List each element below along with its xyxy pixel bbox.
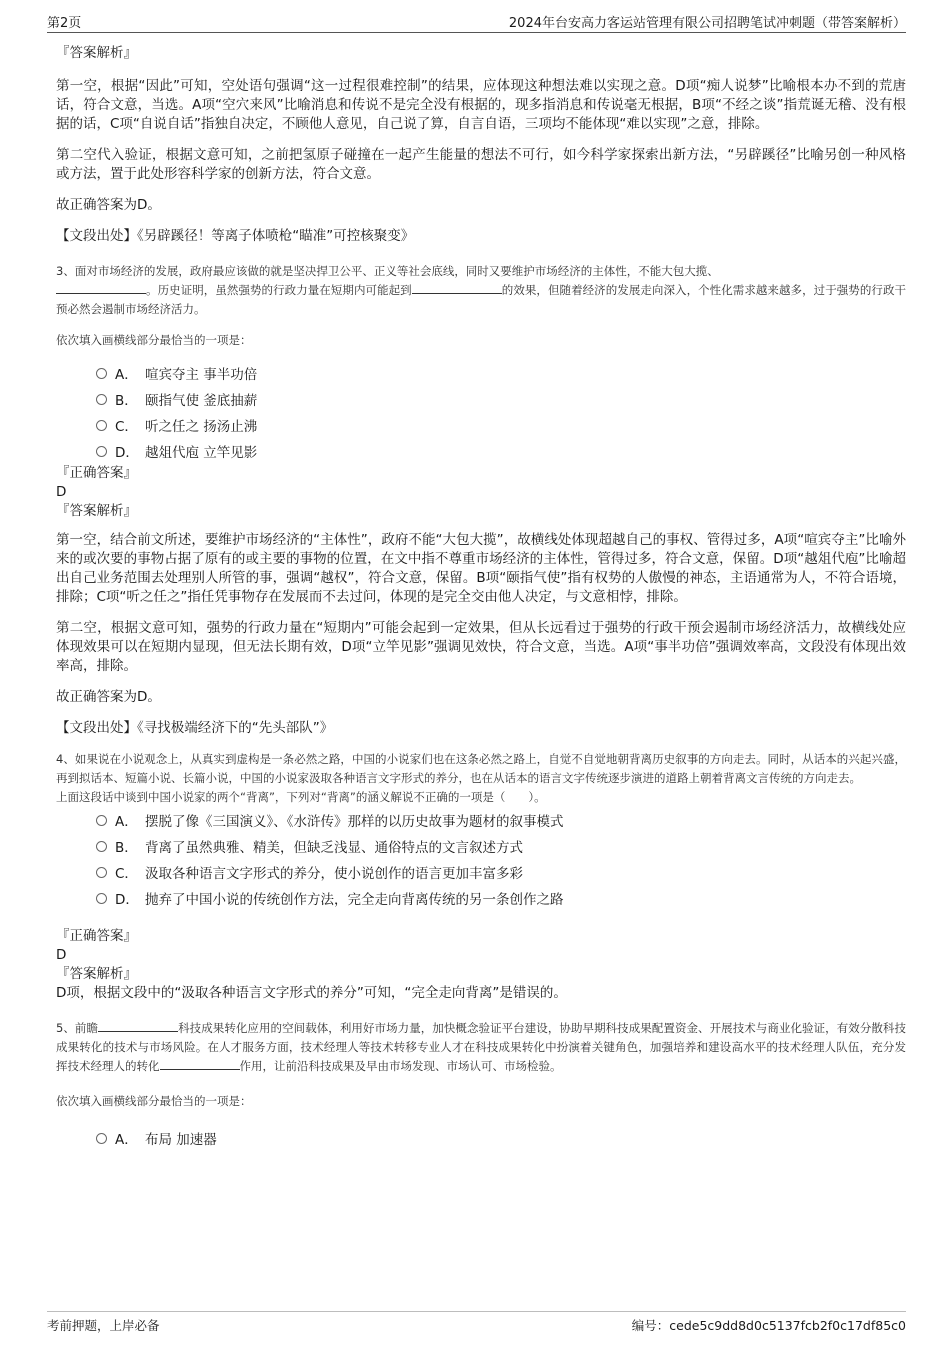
option-a[interactable]: A． 喧宾夺主 事半功倍 [96,360,906,386]
analysis-tag: 『答案解析』 [56,45,137,61]
fill-blank [56,281,146,294]
fill-blank [98,1019,178,1032]
page-footer [47,1311,906,1337]
question-prompt: 依次填入画横线部分最恰当的一项是： [56,333,252,347]
radio-icon[interactable] [96,815,107,826]
answer-conclusion: 故正确答案为D。 [56,197,161,213]
analysis-paragraph: D项，根据文段中的“汲取各种语言文字形式的养分”可知，“完全走向背离”是错误的。 [56,985,567,1001]
page-header [47,12,906,33]
page-content [56,44,906,1151]
fill-blank [160,1057,240,1070]
footer-slogan: 考前押题，上岸必备 [47,1318,160,1333]
fill-blank [412,281,502,294]
options-list [96,807,906,911]
question-prompt: 依次填入画横线部分最恰当的一项是： [56,1094,252,1108]
correct-answer-tag: 『正确答案』 [56,928,137,944]
radio-icon[interactable] [96,841,107,852]
option-c[interactable]: C． 汲取各种语言文字形式的养分，使小说创作的语言更加丰富多彩 [96,859,906,885]
radio-icon[interactable] [96,420,107,431]
analysis-paragraph: 第一空，根据“因此”可知，空处语句强调“这一过程很难控制”的结果，应体现这种想法难以实现之意。D项“痴人说梦”比喻根本办不到的荒唐话，符合文意，当选。A项“空穴来风”比喻消息和传说不是完全没有根据的，现多指消息和传说毫无根据，B项“不经之谈”指荒诞无稽、没有根据的话，C项“自说自话”指独自决定，不顾他人意见，自己说了算，自言自语，三项均不能体现“难以实现”之意，排除。 [56,78,906,132]
analysis-tag: 『答案解析』 [56,966,137,982]
option-a[interactable]: A． 布局 加速器 [96,1125,906,1151]
option-c[interactable]: C． 听之任之 扬汤止沸 [96,412,906,438]
options-list [96,1125,906,1151]
option-d[interactable]: D． 越俎代庖 立竿见影 [96,438,906,464]
option-b[interactable]: B． 背离了虽然典雅、精美，但缺乏浅显、通俗特点的文言叙述方式 [96,833,906,859]
radio-icon[interactable] [96,394,107,405]
radio-icon[interactable] [96,867,107,878]
correct-answer: D [56,484,67,500]
document-code: 编号：cede5c9dd8d0c5137fcb2f0c17df85c0 [631,1318,906,1333]
answer-conclusion: 故正确答案为D。 [56,689,161,705]
source-citation: 【文段出处】《寻找极端经济下的“先头部队”》 [56,720,334,736]
option-d[interactable]: D． 抛弃了中国小说的传统创作方法，完全走向背离传统的另一条创作之路 [96,885,906,911]
analysis-paragraph: 第一空，结合前文所述，要维护市场经济的“主体性”，政府不能“大包大揽”，故横线处体现超越自己的事权、管得过多，A项“喧宾夺主”比喻外来的或次要的事物占据了原有的或主要的事物的位置，在文中指不尊重市场经济的主体性，管得过多，符合文意，保留。D项“越俎代庖”比喻超出自己业务范围去处理别人所管的事，强调“越权”，符合文意，保留。B项“颐指气使”指有权势的人傲慢的神态，主语通常为人，不符合语境，排除；C项“听之任之”指任凭事物存在发展而不去过问，体现的是完全交由他人决定，与文意相悖，排除。 [56,532,906,605]
source-citation: 【文段出处】《另辟蹊径！等离子体喷枪“瞄准”可控核聚变》 [56,228,415,244]
radio-icon[interactable] [96,446,107,457]
option-b[interactable]: B． 颐指气使 釜底抽薪 [96,386,906,412]
question-stem: 3、面对市场经济的发展，政府最应该做的就是坚决捍卫公平、正义等社会底线，同时又要维护市场经济的主体性，不能大包大揽、 。历史证明，虽然强势的行政力量在短期内可能起到 的效果，但随着经济的发展走向深入，个性化需求越来越多，过于强势的行政干预必然会遏制市场经济活力。 [56,264,906,316]
analysis-tag: 『答案解析』 [56,503,137,519]
page-number: 第2页 [47,16,82,31]
radio-icon[interactable] [96,893,107,904]
radio-icon[interactable] [96,368,107,379]
question-stem: 5、前瞻 科技成果转化应用的空间载体，利用好市场力量，加快概念验证平台建设，协助早期科技成果配置资金、开展技术与商业化验证，有效分散科技成果转化的技术与市场风险。在人才服务方面，技术经理人等技术转移专业人才在科技成果转化中扮演着关键角色，加强培养和建设高水平的技术经理人队伍，充分发挥技术经理人的转化 作用，让前沿科技成果及早由市场发现、市场认可、市场检验。 [56,1021,906,1073]
correct-answer-tag: 『正确答案』 [56,465,137,481]
document-title: 2024年台安高力客运站管理有限公司招聘笔试冲刺题（带答案解析） [508,16,906,31]
question-prompt: 上面这段话中谈到中国小说家的两个“背离”，下列对“背离”的涵义解说不正确的一项是（ ）。 [56,790,546,804]
options-list [96,360,906,464]
analysis-paragraph: 第二空，根据文意可知，强势的行政力量在“短期内”可能会起到一定效果，但从长远看过于强势的行政干预会遏制市场经济活力，故横线处应体现效果可以在短期内显现，但无法长期有效，D项“立竿见影”强调见效快，符合文意，当选。A项“事半功倍”强调效率高，文段没有体现出效率高，排除。 [56,620,906,674]
analysis-paragraph: 第二空代入验证，根据文意可知，之前把氢原子碰撞在一起产生能量的想法不可行，如今科学家探索出新方法，“另辟蹊径”比喻另创一种风格或方法，置于此处形容科学家的创新方法，符合文意。 [56,147,906,182]
correct-answer: D [56,947,67,963]
radio-icon[interactable] [96,1133,107,1144]
question-stem: 4、如果说在小说观念上，从真实到虚构是一条必然之路，中国的小说家们也在这条必然之路上，自觉不自觉地朝背离历史叙事的方向走去。同时，从话本的兴起兴盛，再到拟话本、短篇小说、长篇小说，中国的小说家汲取各种语言文字形式的养分，也在从话本的语言文字传统逐步演进的道路上朝着背离文言传统的方向走去。 [56,752,906,785]
option-a[interactable]: A． 摆脱了像《三国演义》、《水浒传》那样的以历史故事为题材的叙事模式 [96,807,906,833]
